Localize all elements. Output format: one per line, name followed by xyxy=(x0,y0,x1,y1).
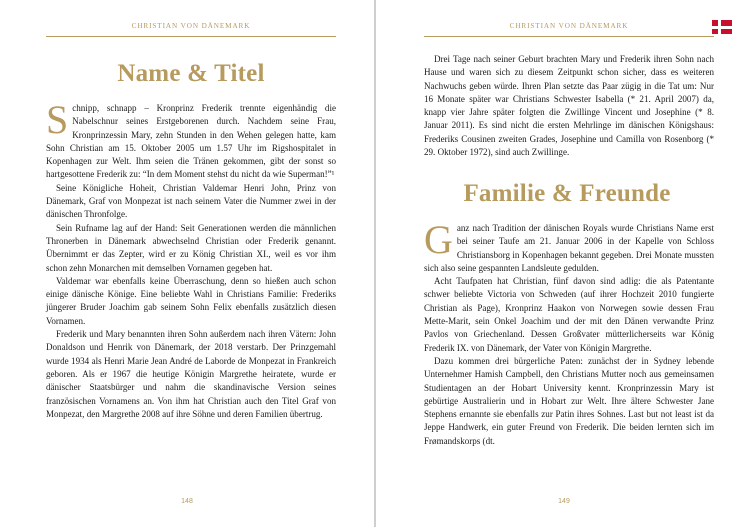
page-number: 149 xyxy=(558,498,570,505)
right-body-text xyxy=(424,217,714,448)
section-heading-name-titel: Name & Titel xyxy=(117,60,265,87)
running-head: CHRISTIAN VON DÄNEMARK xyxy=(424,22,714,37)
drop-cap: S xyxy=(46,97,69,142)
left-body-text xyxy=(46,97,336,421)
left-page xyxy=(0,0,374,527)
right-intro-text xyxy=(424,53,714,159)
paragraph: Acht Taufpaten hat Christian, fünf davon sind adlig: die als Patentante schwer beliebte Victoria von Schweden (auf ihrer Hochzeit 2010 fungierte Christian als Page), Kronprinz Haakon von Norwegen sowie dessen Frau Mette-Marit, sein Onkel Joachim und der mit den Dänen verwandte Prinz Pavlos von Griechenland. Dessen Großvater mütterlicherseits war König Frederik IX. von Dänemark, der Vater von Königin Margrethe. xyxy=(424,276,714,353)
paragraph: Drei Tage nach seiner Geburt brachten Mary und Frederik ihren Sohn nach Hause und waren sich zu diesem Zeitpunkt schon sicher, dass es weiteren Nachwuchs geben würde. Ihren Plan setzte das Paar zügig in die Tat um: Nur 16 Monate später war Christians Schwester Isabella (* 21. April 2007) da, knapp vier Jahre später folgten die Zwillinge Vincent und Josephine (* 8. Januar 2011). Es sind nicht die ersten Mehrlinge im dänischen Königshaus: Frederiks Cousinen zweiten Grades, Josephine und Camilla von Rosenborg (* 29. Oktober 1972), sind auch Zwillinge. xyxy=(424,54,714,158)
danish-flag-icon xyxy=(712,20,732,34)
paragraph: Seine Königliche Hoheit, Christian Valdemar Henri John, Prinz von Dänemark, Graf von Monpezat ist nach seinem Vater die Nummer zwei in der dänischen Thronfolge. xyxy=(46,182,336,220)
paragraph: Dazu kommen drei bürgerliche Paten: zunächst der in Sydney lebende Unternehmer Hamish Campbell, den Christians Mutter noch aus gemeinsamen Studientagen an der Hobart University kennt. Kronprinzessin Mary ist gebürtige Australierin und in Hobart zur Welt. Ihre ältere Schwester Jane Stephens ernannte sie ebenfalls zur Patin ihres Sohnes. Last but not least ist da Jeppe Handwerk, ein guter Freund von Frederik. Die beiden lernten sich im Frømandskorps (dt. xyxy=(424,355,714,446)
first-paragraph xyxy=(424,217,714,275)
running-head: CHRISTIAN VON DÄNEMARK xyxy=(46,22,336,37)
paragraph: Valdemar war ebenfalls keine Überraschung, denn so hießen auch schon einige dänische Könige. Eine beliebte Wahl in Christians Familie: Frederiks jüngerer Bruder Joachim gab seinem Sohn Felix ebenfalls zusätzlich diesen Vornamen. xyxy=(46,275,336,326)
first-paragraph-text: chnipp, schnapp – Kronprinz Frederik trennte eigenhändig die Nabelschnur seines Erstgeborenen durch. Nachdem seine Frau, Kronprinzessin Mary, zehn Stunden in den Wehen gelegen hatte, kam Sohn Christian am 15. Oktober 2005 um 1.57 Uhr im Rigshospitalet in Kopenhagen zur Welt. Ihm seien die Tränen gekommen, gibt der sonst so hartgesottene Frederik zu: “In dem Moment stehst du nicht da wie Superman!”¹ xyxy=(46,103,336,180)
page-number: 148 xyxy=(181,498,193,505)
first-paragraph-text: anz nach Tradition der dänischen Royals wurde Christians Name erst bei seiner Taufe am 21. Januar 2006 in der Kapelle von Schloss Christiansborg in Kopenhagen bekannt gegeben. Drei Monate mussten sich also seine gespannten Landsleute gedulden. xyxy=(424,223,714,273)
first-paragraph xyxy=(46,97,336,182)
drop-cap: G xyxy=(424,217,453,262)
right-page xyxy=(376,0,750,527)
paragraph: Frederik und Mary benannten ihren Sohn außerdem nach ihren Vätern: John Donaldson und Henrik von Dänemark, der 2018 verstarb. Der Prinzgemahl wurde 1934 als Henri Marie Jean André de Laborde de Monpezat in Frankreich geboren. Als er 1967 die heutige Königin Margrethe heiratete, wurde er dänischer Staatsbürger und nahm die skandinavische Version seines französischen Vornamens an. Von ihm hat Christian auch den Titel Graf von Monpezat, den Margrethe 2008 auf ihre Söhne und deren Familien übertrug. xyxy=(46,329,336,419)
paragraph: Sein Rufname lag auf der Hand: Seit Generationen werden die männlichen Thronerben in Dänemark abwechselnd Christian oder Frederik genannt. Übernimmt er das Zepter, wird er zu König Christian XI., weil es vor ihm schon zehn Monarchen mit demselben Vornamen gegeben hat. xyxy=(46,222,336,273)
section-heading-familie-freunde: Familie & Freunde xyxy=(463,180,671,207)
